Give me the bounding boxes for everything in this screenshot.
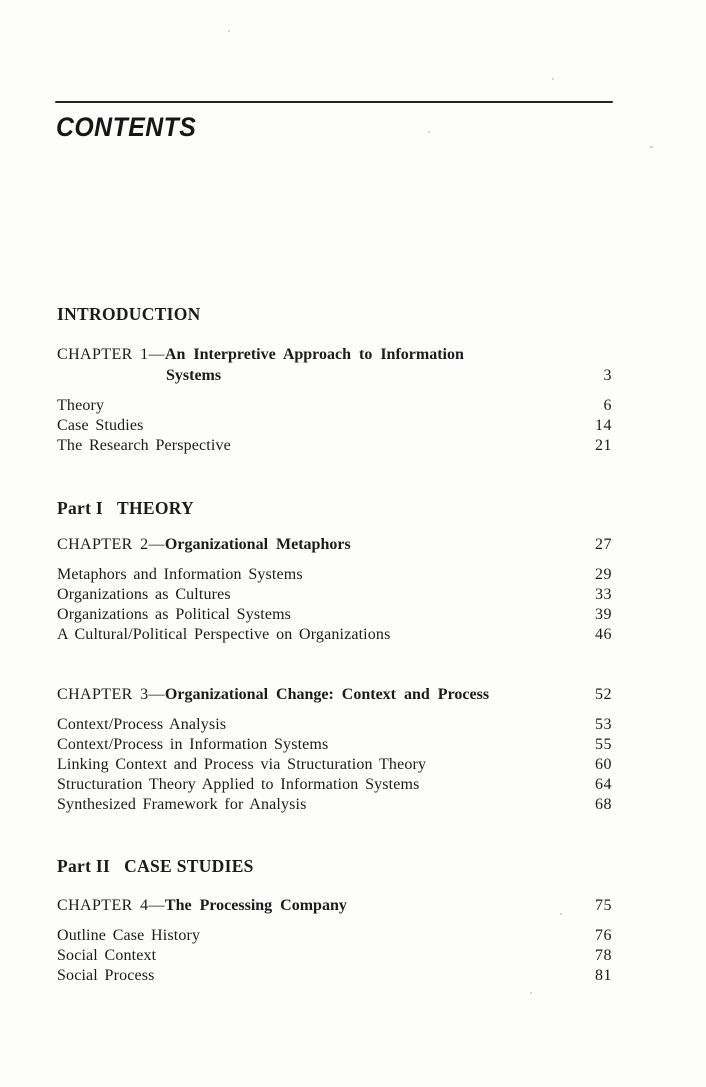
toc-entry [57,715,612,735]
chapter-1-heading [57,345,612,386]
part-2-title: CASE STUDIES [124,856,254,876]
toc-entry-title: Synthesized Framework for Analysis [57,796,307,813]
section-heading-introduction: INTRODUCTION [57,304,201,324]
chapter-2-heading [57,535,612,555]
chapter-4-text [57,896,347,916]
page-title: CONTENTS [56,112,197,142]
chapter-3-title: Organizational Change: Context and Process [164,686,490,703]
page-number: 21 [595,437,612,454]
page-number: 76 [595,927,612,944]
page-number: 75 [595,897,612,914]
chapter-4-label: CHAPTER 4— [57,897,165,914]
toc-entry-title: The Research Perspective [57,437,231,454]
page-number: 6 [603,397,612,414]
page-number: 53 [595,716,612,733]
toc-entry [57,436,612,456]
part-1-title: THEORY [117,498,195,518]
chapter-1-text [57,345,464,365]
toc-entry-title: Theory [57,397,105,414]
toc-entry-title: A Cultural/Political Perspective on Organizations [57,626,391,643]
part-1-label: Part I [57,498,104,518]
scan-speckle [428,131,430,133]
scan-speckle [650,146,653,148]
toc-entry-title: Social Process [57,967,155,984]
chapter-3-heading [57,685,612,705]
chapter-3-label: CHAPTER 3— [57,686,165,703]
chapter-1-title: An Interpretive Approach to Information [164,346,464,363]
chapter-3-text [57,685,489,705]
chapter-4-heading [57,896,612,916]
chapter-1-label: CHAPTER 1— [57,346,165,363]
page-number: 52 [595,686,612,703]
chapter-2-label: CHAPTER 2— [57,536,165,553]
part-2-label: Part II [57,856,111,876]
toc-entry-title: Outline Case History [57,927,201,944]
toc-entry [57,565,612,585]
toc-entry [57,625,612,645]
toc-entry-title: Context/Process in Information Systems [57,736,329,753]
toc-entry-title: Case Studies [57,417,144,434]
page-number: 46 [595,626,612,643]
toc-entry [57,416,612,436]
table-of-contents [57,304,612,986]
toc-entry [57,926,612,946]
part-1-heading [57,498,612,518]
scan-speckle [228,30,230,32]
toc-entry-title: Structuration Theory Applied to Information Systems [57,776,420,793]
toc-entry [57,735,612,755]
page-number: 81 [595,967,612,984]
toc-entry-title: Linking Context and Process via Structuration Theory [57,756,427,773]
toc-entry-title: Context/Process Analysis [57,716,227,733]
toc-entry [57,795,612,815]
page-number: 39 [595,606,612,623]
page-number: 14 [595,417,612,434]
toc-entry [57,605,612,625]
page-number: 29 [595,566,612,583]
toc-entry-title: Metaphors and Information Systems [57,566,303,583]
toc-entry [57,966,612,986]
page-number: 33 [595,586,612,603]
header-rule [55,101,613,103]
chapter-2-text [57,535,351,555]
page-number: 3 [603,367,612,384]
toc-entry [57,585,612,605]
chapter-1-title-carryover: Systems [166,367,222,384]
page-number: 60 [595,756,612,773]
toc-entry-title: Organizations as Cultures [57,586,231,603]
page-number: 55 [595,736,612,753]
page-number: 78 [595,947,612,964]
toc-entry [57,775,612,795]
toc-entry [57,755,612,775]
scan-speckle [552,78,554,80]
part-2-heading [57,856,612,876]
chapter-4-title: The Processing Company [164,897,347,914]
chapter-2-title: Organizational Metaphors [164,536,351,553]
toc-entry [57,396,612,416]
scan-speckle [530,992,532,994]
page-number: 68 [595,796,612,813]
toc-entry-title: Social Context [57,947,157,964]
page-number: 64 [595,776,612,793]
toc-entry-title: Organizations as Political Systems [57,606,292,623]
toc-entry [57,946,612,966]
page-number: 27 [595,536,612,553]
